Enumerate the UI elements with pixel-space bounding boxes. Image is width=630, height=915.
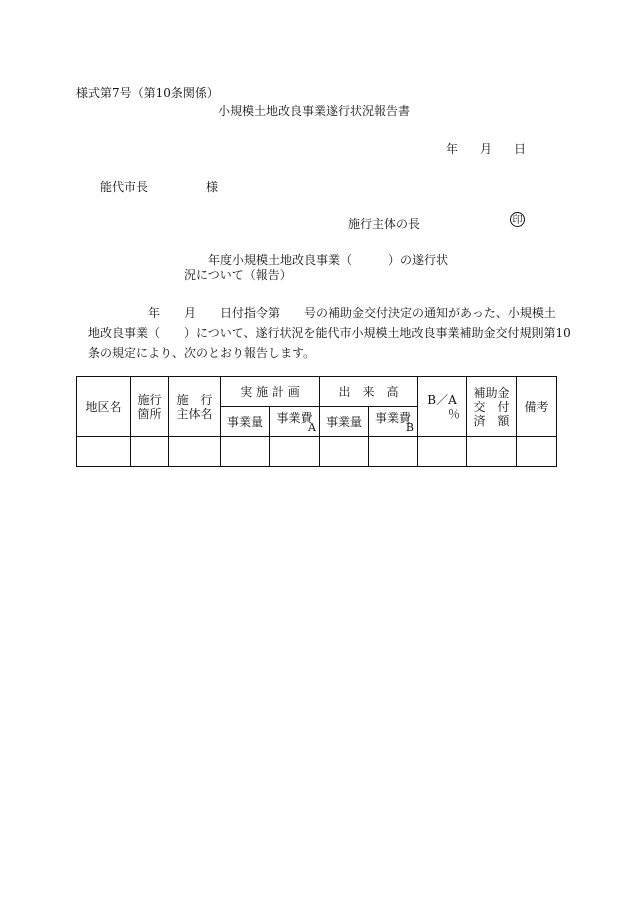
body-paragraph	[88, 303, 571, 363]
header-location: 施行 箇所	[131, 377, 169, 437]
status-report-table	[76, 376, 557, 467]
addressee-name: 能代市長	[100, 180, 149, 194]
date-year-label: 年	[446, 142, 459, 156]
header-result: 出 来 高	[320, 377, 418, 407]
cell-location	[131, 437, 169, 467]
cell-district	[77, 437, 131, 467]
cell-subsidy	[467, 437, 517, 467]
date-day-label: 日	[514, 142, 527, 156]
header-plan: 実 施 計 画	[221, 377, 320, 407]
cell-entity	[169, 437, 221, 467]
header-remarks: 備考	[517, 377, 557, 437]
subject-line-2: 況について（報告）	[184, 268, 292, 282]
date-month-label: 月	[480, 142, 493, 156]
cell-plan-quantity	[221, 437, 270, 467]
body-line-3: 条の規定により、次のとおり報告します。	[88, 346, 316, 360]
document-title: 小規模土地改良事業遂行状況報告書	[218, 104, 411, 118]
cell-plan-cost	[270, 437, 320, 467]
header-result-cost: 事業費 B	[369, 407, 418, 437]
form-number: 様式第7号（第10条関係）	[76, 86, 219, 100]
table-row	[77, 437, 557, 467]
body-line-2: 地改良事業（ ）について、遂行状況を能代市小規模土地改良事業補助金交付規則第10	[88, 326, 571, 340]
cell-remarks	[517, 437, 557, 467]
header-district: 地区名	[77, 377, 131, 437]
header-entity: 施 行 主体名	[169, 377, 221, 437]
header-plan-cost: 事業費 A	[270, 407, 320, 437]
cell-result-quantity	[320, 437, 369, 467]
cell-ratio	[418, 437, 467, 467]
body-line-1: 年 月 日付指令第 号の補助金交付決定の通知があった、小規模土	[148, 306, 556, 320]
sender-label: 施行主体の長	[348, 217, 421, 231]
seal-mark: 印	[510, 212, 525, 227]
addressee-honorific: 様	[206, 180, 219, 194]
subject-line-1: 年度小規模土地改良事業（ ）の遂行状	[208, 253, 449, 267]
cell-result-cost	[369, 437, 418, 467]
header-plan-quantity: 事業量	[221, 407, 270, 437]
header-subsidy: 補助金 交 付 済 額	[467, 377, 517, 437]
header-ratio: B／A ％	[418, 377, 467, 437]
header-result-quantity: 事業量	[320, 407, 369, 437]
